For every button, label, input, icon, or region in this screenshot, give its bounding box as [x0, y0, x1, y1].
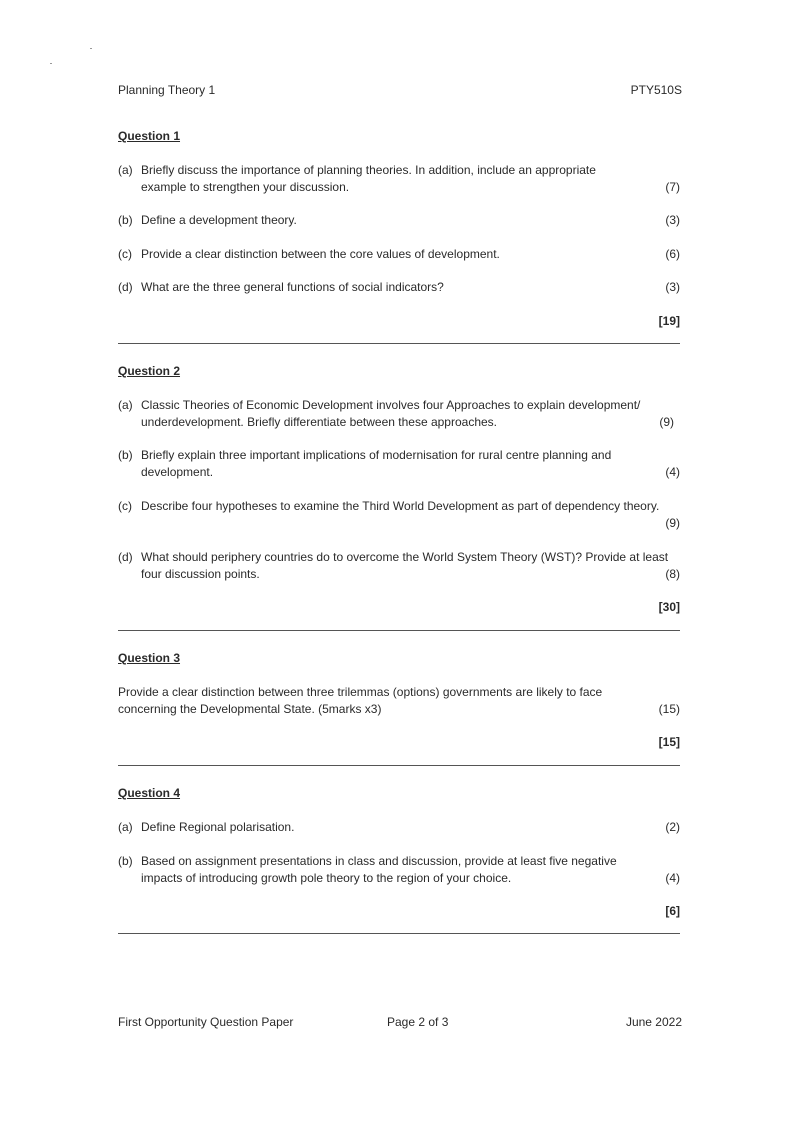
item-label: (a) — [118, 163, 133, 177]
item-marks: (4) — [665, 871, 680, 885]
footer-date: June 2022 — [625, 1015, 682, 1029]
item-marks: (7) — [665, 180, 680, 194]
item-marks: (2) — [665, 820, 680, 834]
course-code: PTY510S — [630, 83, 682, 97]
question-1-title: Question 1 — [118, 129, 181, 143]
item-label: (a) — [118, 820, 133, 834]
question-3-total: [15] — [658, 735, 680, 749]
item-text: Classic Theories of Economic Development involves four Approaches to explain development/ underdevelopment. Briefly differentiate between these approaches. — [141, 398, 641, 429]
item-marks: (4) — [665, 465, 680, 479]
footer-page-number: Page 2 of 3 — [387, 1015, 449, 1029]
item-marks: (3) — [665, 280, 680, 294]
divider — [118, 630, 680, 631]
item-marks: (9) — [659, 415, 674, 429]
question-3-body — [118, 684, 680, 718]
item-text: What are the three general functions of social indicators? — [141, 280, 444, 294]
question-marks: (15) — [658, 702, 680, 716]
question-4-total: [6] — [665, 904, 680, 918]
divider — [118, 343, 680, 344]
question-1-total: [19] — [658, 314, 680, 328]
item-text: Provide a clear distinction between the core values of development. — [141, 247, 500, 261]
item-text: Briefly explain three important implications of modernisation for rural centre planning and development. — [141, 448, 612, 479]
item-label: (a) — [118, 398, 133, 412]
item-marks: (8) — [665, 567, 680, 581]
item-marks: (9) — [665, 516, 680, 530]
question-2-total: [30] — [658, 600, 680, 614]
item-marks: (6) — [665, 247, 680, 261]
divider — [118, 933, 680, 934]
item-text: What should periphery countries do to overcome the World System Theory (WST)? Provide at least four discussion points. — [141, 550, 669, 581]
scan-mark — [90, 48, 92, 49]
item-label: (b) — [118, 448, 133, 462]
item-label: (d) — [118, 550, 133, 564]
item-marks: (3) — [665, 213, 680, 227]
question-text: Provide a clear distinction between three trilemmas (options) governments are likely to face concerning the Developmental State. (5marks x3) — [118, 685, 603, 716]
item-text: Describe four hypotheses to examine the Third World Development as part of dependency theory. — [141, 499, 660, 513]
question-4-title: Question 4 — [118, 786, 181, 800]
divider — [118, 765, 680, 766]
item-label: (c) — [118, 247, 132, 261]
item-label: (d) — [118, 280, 133, 294]
course-title: Planning Theory 1 — [118, 83, 216, 97]
item-text: Briefly discuss the importance of planning theories. In addition, include an appropriate example to strengthen your discussion. — [141, 163, 596, 194]
question-3-title: Question 3 — [118, 651, 181, 665]
item-text: Based on assignment presentations in class and discussion, provide at least five negative impacts of introducing growth pole theory to the region of your choice. — [141, 854, 617, 885]
item-label: (b) — [118, 213, 133, 227]
footer-paper-type: First Opportunity Question Paper — [118, 1015, 294, 1029]
question-2-title: Question 2 — [118, 364, 181, 378]
item-text: Define a development theory. — [141, 213, 297, 227]
scan-mark — [50, 63, 52, 64]
item-text: Define Regional polarisation. — [141, 820, 295, 834]
item-label: (b) — [118, 854, 133, 868]
item-label: (c) — [118, 499, 132, 513]
